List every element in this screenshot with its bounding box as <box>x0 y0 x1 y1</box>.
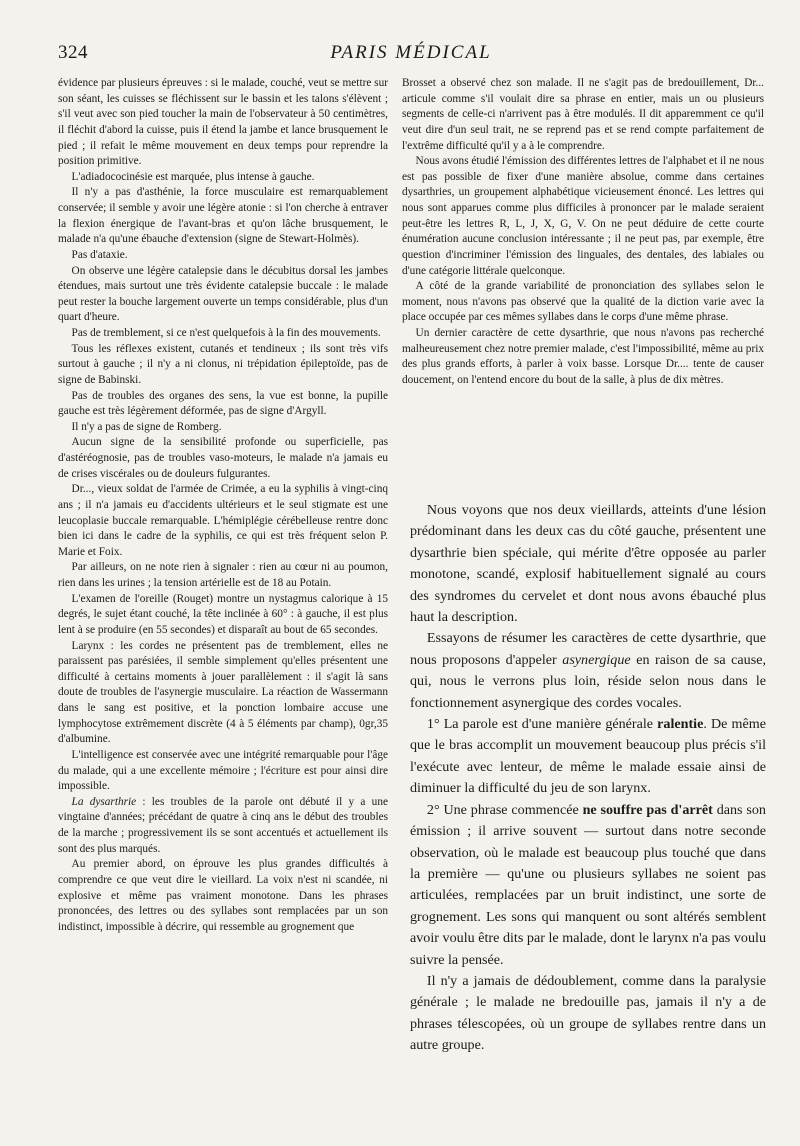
bold-term: ralentie <box>657 716 704 733</box>
text-run: 1° La parole est d'une manière générale <box>426 716 658 733</box>
text-run: Essayons de résumer les caractères de cette dysarthrie, que nous proposons d'appeler <box>410 630 766 668</box>
paragraph: Dr..., vieux soldat de l'armée de Crimée, a eu la syphilis à vingt-cinq ans ; il n'a jamais eu d'accidents ultérieurs et le seul stigmate est une leucoplasie buccale remarquable. L'hémiplégie cérébelleuse rentre donc bien ici dans le cadre de la syphilis, ce qui est très fréquent selon P. Marie et Foix. <box>58 483 388 558</box>
text-run: . De même que le bras accomplit un mouvement beaucoup plus précis s'il l'exécute avec lenteur, de même le malade essaie ainsi de diminuer la difficulté du jeu de son larynx. <box>410 716 766 797</box>
paragraph: L'examen de l'oreille (Rouget) montre un nystagmus calorique à 15 degrés, le sujet étant couché, la tête inclinée à 60° : à gauche, il est plus lent à se produire (en 55 secondes) et disparaît au bout de 65 secondes. <box>58 592 388 636</box>
paragraph: Tous les réflexes existent, cutanés et tendineux ; ils sont très vifs surtout à gauche ; il n'y a ni clonus, ni trépidation épileptoïde, pas de signe de Babinski. <box>58 342 388 386</box>
paragraph: Nous avons étudié l'émission des différentes lettres de l'alphabet et il ne nous est pas possible de fixer d'une manière absolue, comme dans certaines dysarthries, un groupement alphabétique vicieusement énoncé. Les lettres qui nous sont apparues comme plus difficiles à prononcer par le malade seraient peut-être les lettres R, L, J, X, G, V. On ne peut déduire de cette courte énumération aucune conclusion intéressante ; il ne peut pas, par exemple, être question d'incriminer l'émission des linguales, des dentales, des labiales ou d'une catégorie littérale quelconque. <box>402 155 764 277</box>
left-column <box>58 76 388 935</box>
dysarthrie-label: La dysarthrie <box>71 795 137 808</box>
journal-title: PARIS MÉDICAL <box>330 42 492 63</box>
paragraph: Il n'y a pas d'asthénie, la force musculaire est remarquablement conservée; il semble y avoir une légère atonie : si l'on cherche à entraver la flexion énergique de l'avant-bras et qu'on lâche brusquement, le malade n'a qu'une ébauche d'extension (signe de Stewart-Holmès). <box>58 186 388 246</box>
paragraph: A côté de la grande variabilité de prononciation des syllabes selon le moment, nous n'avons pas observé que la qualité de la diction varie avec la place occupée par ces mêmes syllabes dans le corps d'une même phrase. <box>402 280 764 324</box>
paragraph: Larynx : les cordes ne présentent pas de tremblement, elles ne paraissent pas parésiées, il semble simplement qu'elles présentent une difficulté à certains moments à jouer parallèlement : il s'agit là sans doute de troubles de l'asynergie musculaire. La réaction de Wassermann dans le sang est positive, et la ponction lombaire accuse une lymphocytose extrêmement discrète (4 à 5 éléments par champ), 0gr,35 d'albumine. <box>58 639 388 746</box>
paragraph: Il n'y a pas de signe de Romberg. <box>71 420 222 433</box>
paragraph-dysarthrie <box>58 795 388 858</box>
right-column-bottom <box>410 500 766 1057</box>
italic-term: asynergique <box>562 651 631 668</box>
paragraph: Il n'y a jamais de dédoublement, comme dans la paralysie générale ; le malade ne bredouille pas, jamais il n'y a de phrases télescopées, où un groupe de syllabes rentre dans un autre groupe. <box>410 972 766 1054</box>
paragraph <box>410 714 766 800</box>
text-run: en raison de sa cause, qui, nous le verrons plus loin, réside selon nous dans le fonctionnement asynergique des cordes vocales. <box>410 651 766 711</box>
paragraph: L'adiadococinésie est marquée, plus intense à gauche. <box>71 170 315 183</box>
paragraph: Pas de troubles des organes des sens, la vue est bonne, la pupille gauche est très légèrement déformée, pas de signe d'Argyll. <box>58 389 388 418</box>
paragraph <box>410 628 766 714</box>
page-header <box>58 42 764 70</box>
bold-term: ne souffre pas d'arrêt <box>582 801 713 818</box>
right-column-top <box>402 76 764 389</box>
paragraph: Par ailleurs, on ne note rien à signaler : rien au cœur ni au poumon, rien dans les urines ; la tension artérielle est de 18 au Potain. <box>58 561 388 589</box>
paragraph: Pas d'ataxie. <box>71 248 128 261</box>
paragraph: Pas de tremblement, si ce n'est quelquefois à la fin des mouvements. <box>71 327 381 339</box>
paragraph <box>410 800 766 971</box>
paragraph: Nous voyons que nos deux vieillards, atteints d'une lésion prédominant dans les deux cas du côté gauche, présentent une dysarthrie bien spéciale, qui mérite d'être opposée au parler monotone, scandé, explosif habituellement signalé au cours des syndromes du cervelet et dont nous avons ébauché plus haut la description. <box>410 502 766 626</box>
text-run: dans son émission ; il arrive souvent — surtout dans notre seconde observation, où le malade est beaucoup plus touché que dans la première — qu'une ou plusieurs syllabes ne soient pas articulées, remplacées par un bruit indistinct, une sorte de grognement. Les sons qui manquent ou sont altérés semblent avoir voulu être dits par le malade, dont le larynx n'a pas voulu suivre la pensée. <box>410 801 766 968</box>
paragraph: Aucun signe de la sensibilité profonde ou superficielle, pas d'astéréognosie, pas de troubles vaso-moteurs, le malade n'a jamais eu de crises viscérales ou de douleurs fulgurantes. <box>58 436 388 480</box>
paragraph: évidence par plusieurs épreuves : si le malade, couché, veut se mettre sur son séant, les cuisses se fléchissent sur le bassin et les talons s'élèvent ; s'il veut avec son pied toucher la main de l'observateur à 50 centimètres, il fléchit d'abord la cuisse, puis il étend la jambe et lance brusquement le pied ; il refait le même mouvement en deux temps pour reprendre la position primitive. <box>58 77 388 168</box>
paragraph: Un dernier caractère de cette dysarthrie, que nous n'avons pas recherché malheureusement chez notre premier malade, c'est l'impossibilité, même au prix des plus grands efforts, à parler à voix basse. Lorsque Dr.... tente de causer doucement, on l'entend encore du bout de la salle, à plus de dix mètres. <box>402 327 764 386</box>
paragraph: Au premier abord, on éprouve les plus grandes difficultés à comprendre ce que veut dire le vieillard. La voix n'est ni scandée, ni explosive et même pas vraiment monotone. Dans les phrases prononcées, des lettres ou des syllabes sont remplacées par un son indistinct, impossible à décrire, qui ressemble au grognement que <box>58 858 388 933</box>
page-number: 324 <box>58 42 88 63</box>
paragraph: On observe une légère catalepsie dans le décubitus dorsal les jambes étendues, mais surtout une très évidente catalepsie buccale : le malade peut rester la bouche largement ouverte un temps considérable, plus d'un quart d'heure. <box>58 264 388 324</box>
paragraph: Brosset a observé chez son malade. Il ne s'agit pas de bredouillement, Dr... articule comme s'il voulait dire sa phrase en entier, mais un ou plusieurs segments de celle-ci n'arrivent pas à être modulés. Il dit apparemment ce qu'il veut dire d'un seul trait, ne se reprend pas et se rend compte parfaitement de l'extrême difficulté qu'il y a à le comprendre. <box>402 77 764 152</box>
dysarthrie-text: : les troubles de la parole ont débuté il y a une vingtaine d'années; précédant de quatre à cinq ans le début des troubles de la marche ; progressivement ils se sont accentués et actuellement ils sont des plus marqués. <box>58 795 388 855</box>
text-run: 2° Une phrase commencée <box>426 801 583 818</box>
paragraph: L'intelligence est conservée avec une intégrité remarquable pour l'âge du malade, qui a une excellente mémoire ; l'écriture est pour ainsi dire impossible. <box>58 748 388 793</box>
